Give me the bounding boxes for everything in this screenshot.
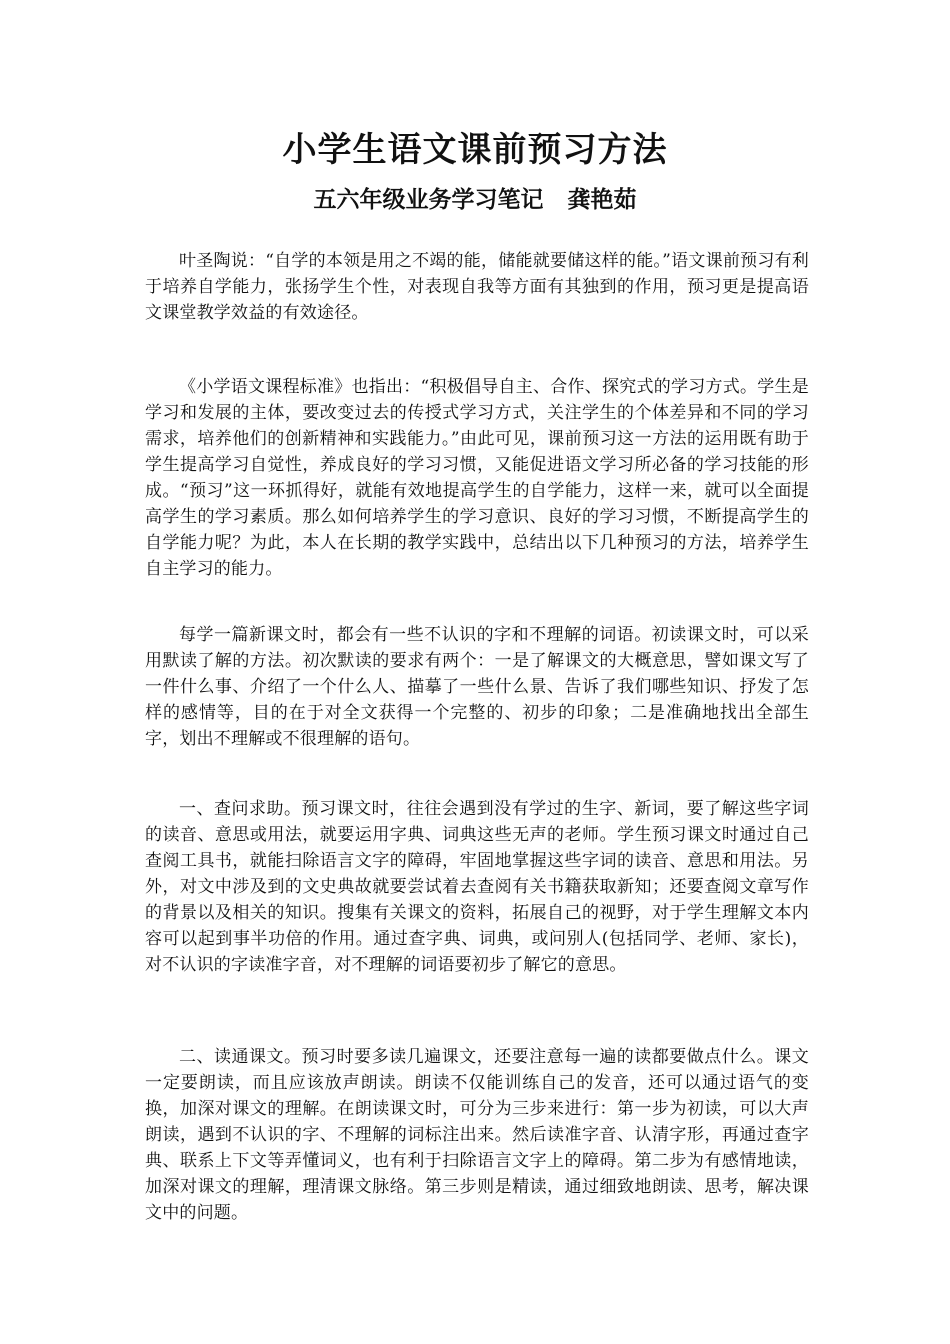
paragraph-method-two: 二、读通课文。预习时要多读几遍课文，还要注意每一遍的读都要做点什么。课文一定要朗读，而且应该放声朗读。朗读不仅能训练自己的发音，还可以通过语气的变换，加深对课文的理解。在朗读课文时，可分为三步来进行：第一步为初读，可以大声朗读，遇到不认识的字、不理解的词标注出来。然后读准字音、认清字形，再通过查字典、联系上下文等弄懂词义，也有利于扫除语言文字上的障碍。第二步为有感情地读，加深对课文的理解，理清课文脉络。第三步则是精读，通过细致地朗读、思考，解决课文中的问题。	[145, 1047, 809, 1223]
document-title: 小学生语文课前预习方法	[282, 130, 668, 170]
document-subtitle: 五六年级业务学习笔记 龚艳茹	[313, 186, 637, 213]
paragraph-intro-quote: 叶圣陶说：“自学的本领是用之不竭的能，储能就要储这样的能。”语文课前预习有利于培养自学能力，张扬学生个性，对表现自我等方面有其独到的作用，预习更是提高语文课堂教学效益的有效途径。	[145, 251, 809, 323]
paragraph-curriculum-standard: 《小学语文课程标准》也指出：“积极倡导自主、合作、探究式的学习方式。学生是学习和发展的主体，要改变过去的传授式学习方式，关注学生的个体差异和不同的学习需求，培养他们的创新精神和实践能力。”由此可见，课前预习这一方法的运用既有助于学生提高学习自觉性，养成良好的学习习惯，又能促进语文学习所必备的学习技能的形成。“预习”这一环抓得好，就能有效地提高学生的自学能力，这样一来，就可以全面提高学生的学习素质。那么如何培养学生的学习意识、良好的学习习惯，不断提高学生的自学能力呢？为此，本人在长期的教学实践中，总结出以下几种预习的方法，培养学生自主学习的能力。	[145, 377, 809, 579]
paragraph-silent-reading: 每学一篇新课文时，都会有一些不认识的字和不理解的词语。初读课文时，可以采用默读了解的方法。初次默读的要求有两个：一是了解课文的大概意思，譬如课文写了一件什么事、介绍了一个什么人、描摹了一些什么景、告诉了我们哪些知识、抒发了怎样的感情等，目的在于对全文获得一个完整的、初步的印象；二是准确地找出全部生字，划出不理解或不很理解的语句。	[145, 625, 809, 749]
paragraph-method-one: 一、查问求助。预习课文时，往往会遇到没有学过的生字、新词，要了解这些字词的读音、意思或用法，就要运用字典、词典这些无声的老师。学生预习课文时通过自己查阅工具书，就能扫除语言文字的障碍，牢固地掌握这些字词的读音、意思和用法。另外，对文中涉及到的文史典故就要尝试着去查阅有关书籍获取新知；还要查阅文章写作的背景以及相关的知识。搜集有关课文的资料，拓展自己的视野，对于学生理解文本内容可以起到事半功倍的作用。通过查字典、词典，或问别人(包括同学、老师、家长)，对不认识的字读准字音，对不理解的词语要初步了解它的意思。	[145, 799, 809, 975]
